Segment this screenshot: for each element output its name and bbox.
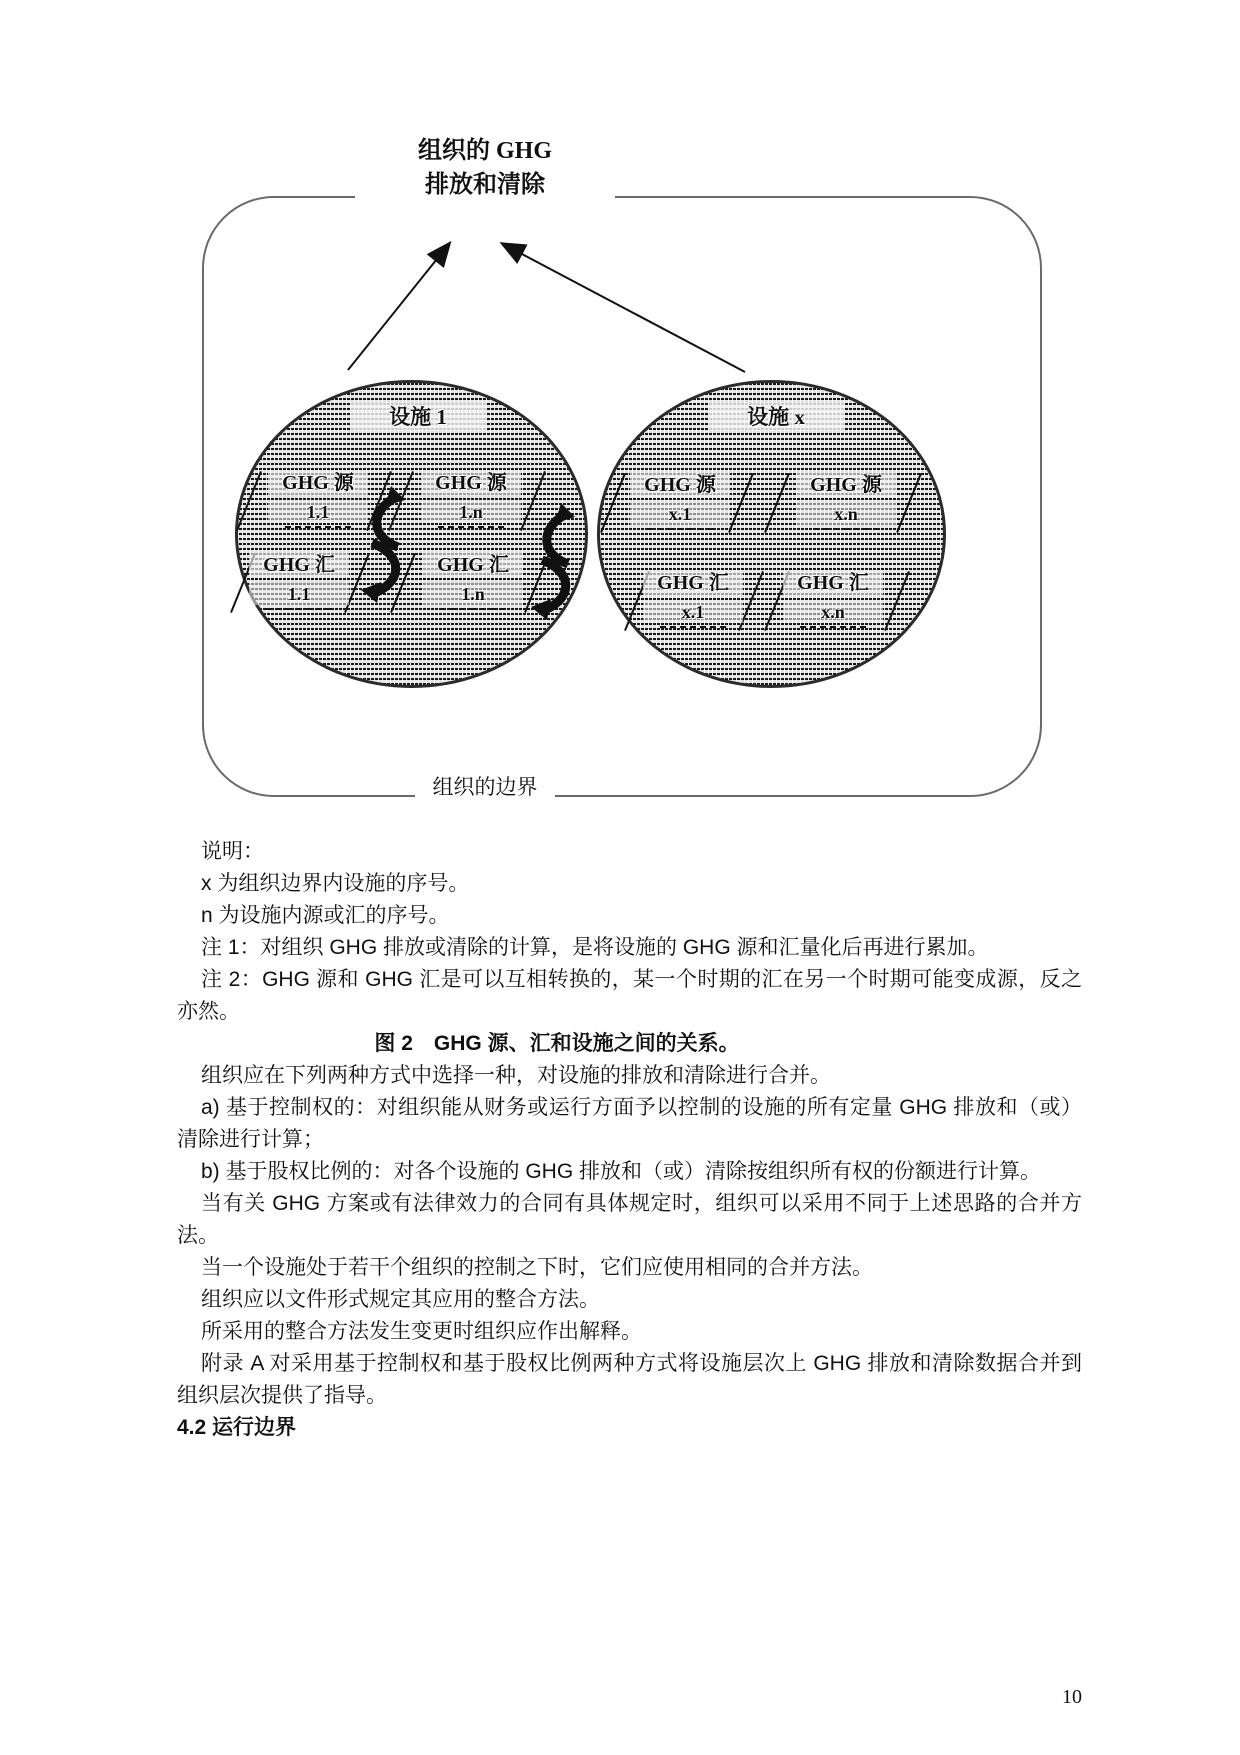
divider-line xyxy=(896,473,922,533)
arrow-facilityx-to-org xyxy=(503,244,745,372)
legend-note-1: 注 1：对组织 GHG 排放或清除的计算，是将设施的 GHG 源和汇量化后再进行累加。 xyxy=(201,936,989,959)
facility-1-name: 设施 1 xyxy=(350,403,486,431)
divider-line xyxy=(764,473,790,533)
facility-x-ellipse xyxy=(597,380,946,688)
ghg-source-1-n: GHG 源 1.n xyxy=(421,471,521,528)
cycle-arrow-icon xyxy=(358,485,410,607)
ghg-source-1-1: GHG 源 1.1 xyxy=(268,471,368,528)
ghg-sink-1-1: GHG 汇 1.1 xyxy=(249,553,349,610)
body-text-column xyxy=(177,836,1082,1444)
facility-1-ellipse xyxy=(235,380,588,688)
facility-x-name: 设施 x xyxy=(708,403,844,431)
ghg-source-x-1: GHG 源 x.1 xyxy=(630,473,730,530)
arrow-facility1-to-org xyxy=(348,244,449,370)
dashed-underline xyxy=(438,526,504,528)
ghg-source-x-n: GHG 源 x.n xyxy=(796,473,896,530)
legend-item-x: x 为组织边界内设施的序号。 xyxy=(201,872,470,895)
dashed-underline xyxy=(660,626,726,628)
divider-line xyxy=(884,571,910,631)
legend-item-n: n 为设施内源或汇的序号。 xyxy=(201,904,450,927)
dashed-underline xyxy=(266,608,332,610)
section-heading-4-2: 4.2 运行边界 xyxy=(177,1416,297,1439)
legend-note-2: 注 2：GHG 源和 GHG 汇是可以互相转换的，某一个时期的汇在另一个时期可能变成源，反之亦然。 xyxy=(177,968,1082,1023)
dashed-underline xyxy=(800,626,866,628)
paragraph-item-a: a) 基于控制权的：对组织能从财务或运行方面予以控制的设施的所有定量 GHG 排放和（或）清除进行计算； xyxy=(177,1096,1082,1151)
dashed-underline xyxy=(285,526,351,528)
paragraph: 附录 A 对采用基于控制权和基于股权比例两种方式将设施层次上 GHG 排放和清除数据合并到组织层次提供了指导。 xyxy=(177,1352,1082,1407)
org-ghg-title-line2: 排放和清除 xyxy=(425,172,545,198)
dashed-underline xyxy=(813,528,879,530)
cycle-arrow-icon xyxy=(528,493,580,633)
dashed-underline xyxy=(440,608,506,610)
figure-2-diagram xyxy=(0,130,1240,836)
paragraph: 当一个设施处于若干个组织的控制之下时，它们应使用相同的合并方法。 xyxy=(201,1256,873,1279)
ghg-sink-1-n: GHG 汇 1.n xyxy=(423,553,523,610)
org-ghg-title xyxy=(355,134,615,202)
figure-caption: 图 2 GHG 源、汇和设施之间的关系。 xyxy=(374,1032,740,1055)
paragraph: 当有关 GHG 方案或有法律效力的合同有具体规定时，组织可以采用不同于上述思路的合并方法。 xyxy=(177,1192,1082,1247)
paragraph-item-b: b) 基于股权比例的：对各个设施的 GHG 排放和（或）清除按组织所有权的份额进行计算。 xyxy=(201,1160,1042,1183)
paragraph: 所采用的整合方法发生变更时组织应作出解释。 xyxy=(201,1320,642,1343)
ghg-sink-x-1: GHG 汇 x.1 xyxy=(643,571,743,628)
divider-line xyxy=(728,473,754,533)
paragraph: 组织应以文件形式规定其应用的整合方法。 xyxy=(201,1288,600,1311)
paragraph: 组织应在下列两种方式中选择一种，对设施的排放和清除进行合并。 xyxy=(201,1064,831,1087)
dashed-underline xyxy=(647,528,713,530)
organization-boundary-label: 组织的边界 xyxy=(415,768,555,808)
ghg-sink-x-n: GHG 汇 x.n xyxy=(783,571,883,628)
legend-heading: 说明： xyxy=(201,840,264,863)
org-ghg-title-line1: 组织的 GHG xyxy=(417,138,552,164)
page-number: 10 xyxy=(1062,1686,1082,1708)
